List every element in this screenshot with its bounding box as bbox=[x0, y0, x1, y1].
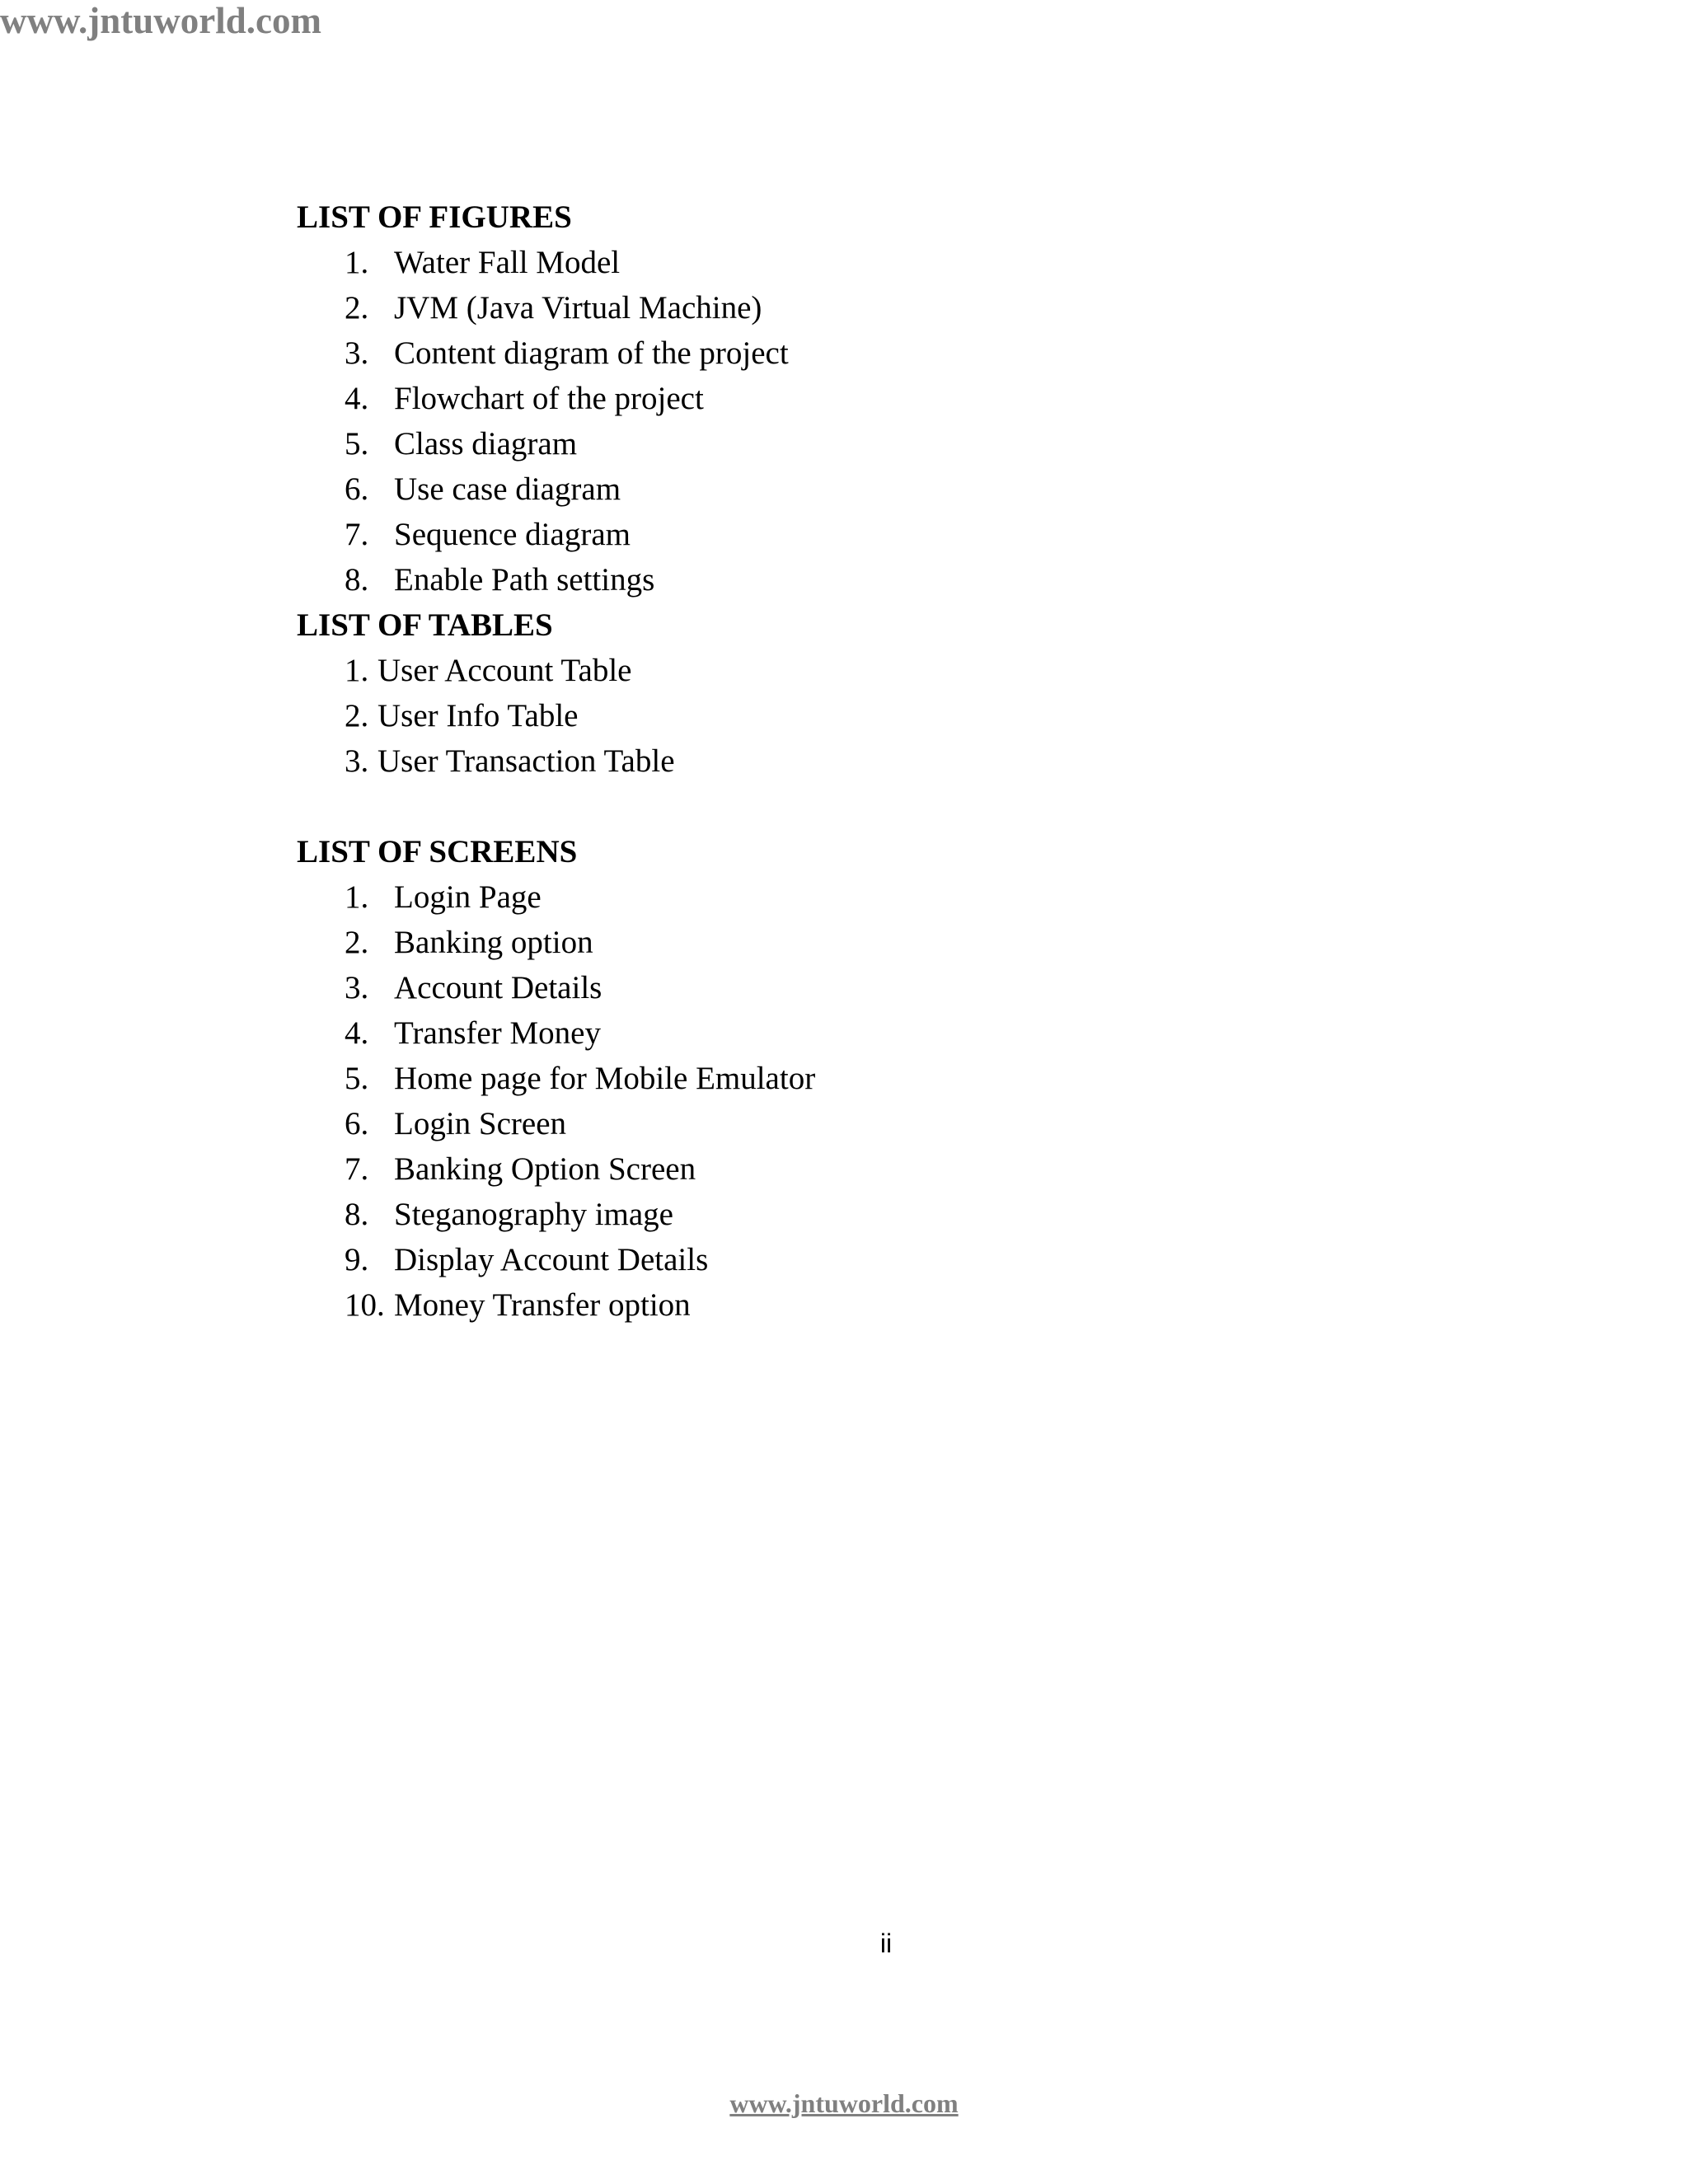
item-label: User Account Table bbox=[377, 653, 632, 688]
figures-list bbox=[297, 240, 1451, 602]
list-item bbox=[297, 1146, 1451, 1192]
item-number: 2. bbox=[345, 698, 369, 733]
list-item bbox=[297, 1010, 1451, 1056]
list-item bbox=[297, 1282, 1451, 1328]
list-item bbox=[297, 693, 1451, 738]
item-label: User Transaction Table bbox=[377, 743, 675, 779]
screens-heading: LIST OF SCREENS bbox=[297, 834, 578, 869]
item-number: 5. bbox=[345, 1061, 369, 1096]
watermark-bottom-link[interactable]: www.jntuworld.com bbox=[729, 2088, 959, 2118]
item-number: 2. bbox=[345, 925, 369, 960]
item-number: 6. bbox=[345, 1106, 369, 1141]
item-number: 8. bbox=[345, 562, 369, 598]
list-item bbox=[297, 874, 1451, 920]
item-label: Login Page bbox=[394, 879, 542, 915]
item-number: 2. bbox=[345, 290, 369, 326]
item-label: Money Transfer option bbox=[394, 1287, 691, 1323]
screens-list bbox=[297, 874, 1451, 1328]
list-item bbox=[297, 376, 1451, 421]
watermark-top: www.jntuworld.com bbox=[0, 0, 321, 41]
list-item bbox=[297, 240, 1451, 285]
item-number: 1. bbox=[345, 245, 369, 280]
item-label: JVM (Java Virtual Machine) bbox=[394, 290, 762, 326]
list-item bbox=[297, 1237, 1451, 1282]
document-body bbox=[297, 194, 1451, 1328]
section-spacer bbox=[297, 784, 1451, 829]
item-label: Flowchart of the project bbox=[394, 381, 704, 416]
list-item bbox=[297, 512, 1451, 557]
list-item bbox=[297, 965, 1451, 1010]
list-item bbox=[297, 648, 1451, 693]
item-label: Sequence diagram bbox=[394, 517, 631, 552]
item-label: Account Details bbox=[394, 970, 603, 1005]
list-item bbox=[297, 1101, 1451, 1146]
item-number: 4. bbox=[345, 381, 369, 416]
item-number: 3. bbox=[345, 970, 369, 1005]
item-number: 6. bbox=[345, 471, 369, 507]
item-label: Content diagram of the project bbox=[394, 335, 789, 371]
list-item bbox=[297, 738, 1451, 784]
item-label: Login Screen bbox=[394, 1106, 567, 1141]
item-number: 8. bbox=[345, 1197, 369, 1232]
item-number: 10. bbox=[345, 1287, 385, 1323]
item-number: 5. bbox=[345, 426, 369, 462]
tables-heading: LIST OF TABLES bbox=[297, 607, 553, 643]
page-number: ii bbox=[879, 1929, 893, 1958]
list-item bbox=[297, 421, 1451, 466]
item-number: 3. bbox=[345, 335, 369, 371]
item-number: 3. bbox=[345, 743, 369, 779]
item-label: Banking Option Screen bbox=[394, 1151, 696, 1187]
item-label: User Info Table bbox=[377, 698, 579, 733]
item-label: Home page for Mobile Emulator bbox=[394, 1061, 816, 1096]
list-item bbox=[297, 285, 1451, 330]
list-item bbox=[297, 1192, 1451, 1237]
list-item bbox=[297, 330, 1451, 376]
tables-list bbox=[297, 648, 1451, 784]
item-number: 7. bbox=[345, 1151, 369, 1187]
item-number: 4. bbox=[345, 1015, 369, 1051]
figures-heading: LIST OF FIGURES bbox=[297, 199, 572, 235]
item-label: Enable Path settings bbox=[394, 562, 655, 598]
item-number: 7. bbox=[345, 517, 369, 552]
item-label: Transfer Money bbox=[394, 1015, 601, 1051]
item-label: Display Account Details bbox=[394, 1242, 709, 1277]
item-number: 9. bbox=[345, 1242, 369, 1277]
item-label: Banking option bbox=[394, 925, 593, 960]
item-label: Use case diagram bbox=[394, 471, 621, 507]
item-number: 1. bbox=[345, 653, 369, 688]
list-item bbox=[297, 1056, 1451, 1101]
list-item bbox=[297, 466, 1451, 512]
list-item bbox=[297, 920, 1451, 965]
item-label: Steganography image bbox=[394, 1197, 673, 1232]
item-label: Water Fall Model bbox=[394, 245, 621, 280]
item-number: 1. bbox=[345, 879, 369, 915]
list-item bbox=[297, 557, 1451, 602]
item-label: Class diagram bbox=[394, 426, 578, 462]
